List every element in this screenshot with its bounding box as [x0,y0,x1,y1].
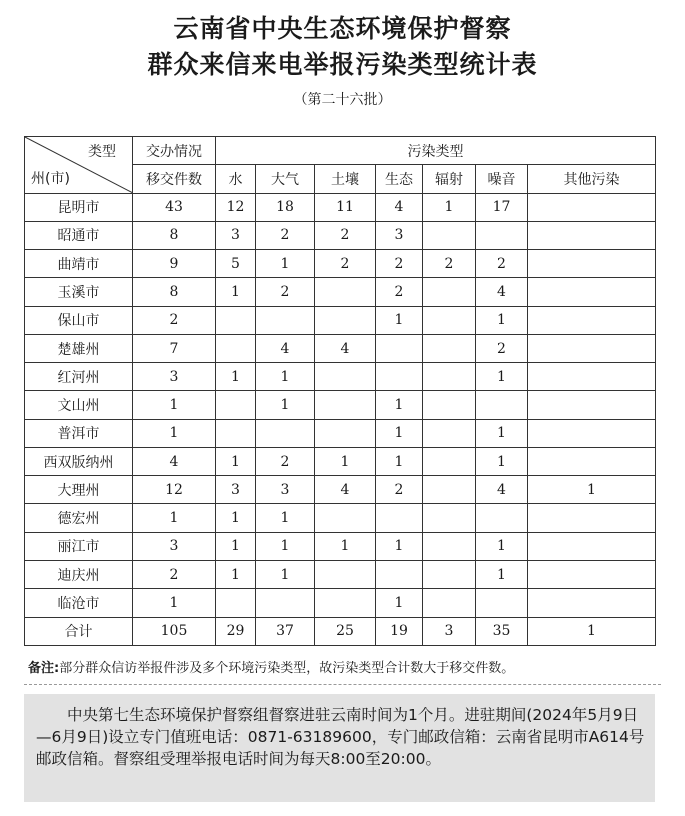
count-cell [423,532,476,560]
count-cell [376,334,423,362]
count-cell [423,419,476,447]
count-cell [315,504,376,532]
header-type-soil: 土壤 [315,165,376,193]
count-cell: 1 [376,532,423,560]
count-cell [528,193,656,221]
count-cell: 1 [216,278,256,306]
city-cell: 昆明市 [25,193,133,221]
count-cell: 4 [133,447,216,475]
total-cell: 29 [216,617,256,645]
count-cell: 1 [133,419,216,447]
diagonal-header-cell [25,137,133,194]
table-row [25,391,656,419]
count-cell [376,504,423,532]
city-cell: 红河州 [25,363,133,391]
count-cell [423,504,476,532]
count-cell: 8 [133,221,216,249]
count-cell: 1 [376,589,423,617]
count-cell [528,334,656,362]
count-cell [423,476,476,504]
count-cell [528,306,656,334]
count-cell: 4 [476,476,528,504]
city-cell: 玉溪市 [25,278,133,306]
count-cell [423,391,476,419]
count-cell [528,589,656,617]
total-row [25,617,656,645]
header-type-other: 其他污染 [528,165,656,193]
count-cell: 4 [376,193,423,221]
table-row [25,221,656,249]
table-row [25,306,656,334]
count-cell: 1 [256,250,315,278]
count-cell: 43 [133,193,216,221]
city-cell: 昭通市 [25,221,133,249]
table-row [25,589,656,617]
count-cell: 1 [256,532,315,560]
count-cell: 1 [256,561,315,589]
count-cell [423,447,476,475]
count-cell: 1 [476,561,528,589]
contact-info-box [24,694,655,802]
count-cell: 1 [256,391,315,419]
count-cell: 2 [133,561,216,589]
count-cell: 8 [133,278,216,306]
city-cell: 临沧市 [25,589,133,617]
count-cell [423,561,476,589]
count-cell: 1 [315,447,376,475]
count-cell: 1 [376,447,423,475]
count-cell: 1 [256,504,315,532]
count-cell: 1 [133,504,216,532]
count-cell: 2 [476,250,528,278]
table-row [25,419,656,447]
count-cell [423,589,476,617]
count-cell: 3 [133,532,216,560]
count-cell: 1 [476,447,528,475]
count-cell: 1 [315,532,376,560]
count-cell [216,391,256,419]
header-type-radiation: 辐射 [423,165,476,193]
count-cell [423,306,476,334]
count-cell: 12 [133,476,216,504]
count-cell: 1 [528,476,656,504]
count-cell [376,561,423,589]
count-cell: 18 [256,193,315,221]
contact-info-text: 中央第七生态环境保护督察组督察进驻云南时间为1个月。进驻期间(2024年5月9日—6月9日)设立专门值班电话：0871-63189600，专门邮政信箱：云南省昆明市A614号邮政信箱。督察组受理举报电话时间为每天8:00至20:00。 [36,706,645,768]
count-cell: 1 [423,193,476,221]
remark-note [28,659,668,679]
count-cell: 1 [133,589,216,617]
count-cell [315,589,376,617]
count-cell: 1 [376,391,423,419]
count-cell [528,221,656,249]
title-line-1: 云南省中央生态环境保护督察 [173,14,512,43]
header-type-water: 水 [216,165,256,193]
header-type-ecology: 生态 [376,165,423,193]
count-cell: 4 [315,334,376,362]
count-cell [256,589,315,617]
table-row [25,278,656,306]
count-cell: 17 [476,193,528,221]
header-type-air: 大气 [256,165,315,193]
count-cell [528,447,656,475]
count-cell: 1 [216,447,256,475]
count-cell: 1 [256,363,315,391]
count-cell: 9 [133,250,216,278]
count-cell: 11 [315,193,376,221]
count-cell: 1 [476,363,528,391]
diag-label-city: 州(市) [31,170,70,187]
count-cell: 2 [256,221,315,249]
count-cell: 4 [476,278,528,306]
count-cell [315,561,376,589]
count-cell [476,391,528,419]
batch-subtitle: （第二十六批） [293,92,392,108]
count-cell: 1 [376,419,423,447]
total-cell: 35 [476,617,528,645]
count-cell: 12 [216,193,256,221]
header-handover: 交办情况 [133,137,216,165]
city-cell: 德宏州 [25,504,133,532]
count-cell: 3 [133,363,216,391]
total-cell: 37 [256,617,315,645]
city-cell: 普洱市 [25,419,133,447]
city-cell: 保山市 [25,306,133,334]
total-cell: 3 [423,617,476,645]
count-cell: 1 [476,419,528,447]
count-cell [423,363,476,391]
count-cell [315,363,376,391]
count-cell [256,306,315,334]
table-row [25,532,656,560]
title-line-2: 群众来信来电举报污染类型统计表 [147,50,538,79]
table-row [25,447,656,475]
count-cell: 2 [133,306,216,334]
count-cell [423,221,476,249]
total-label: 合计 [25,617,133,645]
count-cell: 1 [216,532,256,560]
count-cell: 5 [216,250,256,278]
count-cell [528,532,656,560]
table-row [25,193,656,221]
count-cell [528,419,656,447]
count-cell: 2 [315,250,376,278]
count-cell [216,589,256,617]
count-cell: 1 [216,504,256,532]
table-row [25,504,656,532]
count-cell: 1 [476,306,528,334]
count-cell: 1 [133,391,216,419]
count-cell [528,363,656,391]
table-row [25,363,656,391]
table-row [25,334,656,362]
table-row [25,561,656,589]
table-body [25,193,656,617]
count-cell: 2 [376,278,423,306]
count-cell [256,419,315,447]
total-cell: 1 [528,617,656,645]
count-cell: 7 [133,334,216,362]
count-cell [376,363,423,391]
count-cell [528,561,656,589]
count-cell: 2 [315,221,376,249]
count-cell [528,504,656,532]
header-type-noise: 噪音 [476,165,528,193]
count-cell: 3 [216,476,256,504]
count-cell [315,391,376,419]
count-cell: 1 [476,532,528,560]
count-cell: 1 [216,363,256,391]
total-cell: 105 [133,617,216,645]
header-pollution-types: 污染类型 [216,137,656,165]
count-cell [423,278,476,306]
count-cell: 2 [256,447,315,475]
count-cell [315,306,376,334]
count-cell [216,334,256,362]
count-cell [423,334,476,362]
count-cell [476,221,528,249]
table-row [25,476,656,504]
count-cell: 3 [376,221,423,249]
count-cell: 3 [256,476,315,504]
remark-text: 部分群众信访举报件涉及多个环境污染类型，故污染类型合计数大于移交件数。 [59,661,515,676]
diag-label-type: 类型 [88,144,116,160]
count-cell [476,589,528,617]
city-cell: 西双版纳州 [25,447,133,475]
table-row [25,250,656,278]
total-cell: 19 [376,617,423,645]
city-cell: 丽江市 [25,532,133,560]
count-cell [216,419,256,447]
count-cell: 2 [256,278,315,306]
city-cell: 迪庆州 [25,561,133,589]
count-cell [476,504,528,532]
count-cell: 1 [216,561,256,589]
remark-label: 备注: [28,661,60,676]
count-cell: 4 [315,476,376,504]
city-cell: 曲靖市 [25,250,133,278]
count-cell [528,250,656,278]
city-cell: 楚雄州 [25,334,133,362]
count-cell: 2 [476,334,528,362]
count-cell: 2 [376,476,423,504]
count-cell: 3 [216,221,256,249]
city-cell: 大理州 [25,476,133,504]
count-cell [528,278,656,306]
dashed-divider [24,684,661,685]
count-cell [315,278,376,306]
total-cell: 25 [315,617,376,645]
count-cell: 2 [423,250,476,278]
count-cell [528,391,656,419]
count-cell [216,306,256,334]
count-cell [315,419,376,447]
header-transfer-count: 移交件数 [133,165,216,193]
header-row-1 [25,137,656,165]
count-cell: 1 [376,306,423,334]
count-cell: 2 [376,250,423,278]
count-cell: 4 [256,334,315,362]
pollution-statistics-table [24,136,656,646]
city-cell: 文山州 [25,391,133,419]
